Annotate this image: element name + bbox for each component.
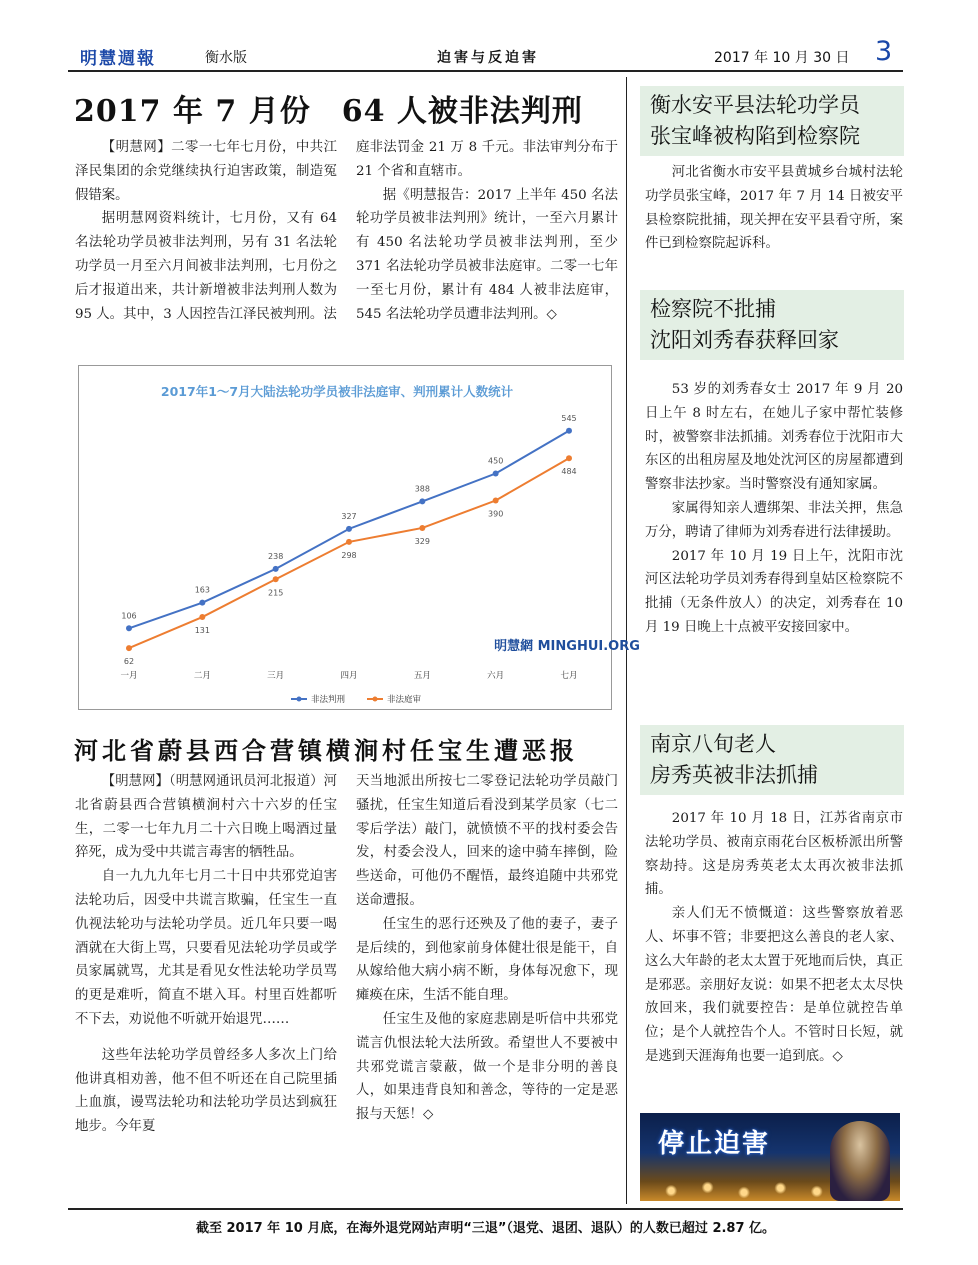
chart-frame [78, 365, 640, 710]
paragraph: 据明慧网资料统计，七月份，又有 64 名法轮功学员被非法判刑，另有 31 名法轮功学员一月至六月间被非法判刑，七月份之后才报道出来，共计新增被非法判刑人数为 95 人。其中，3 人因控告江泽民被判刑。法 [75, 211, 337, 322]
edition: 衡水版 [205, 50, 247, 66]
sidebar-article3-title [640, 725, 904, 795]
article1-col1 [75, 136, 337, 326]
article1-title: 2017 年 7 月份 64 人被非法判刑 [74, 94, 583, 129]
watermark [494, 638, 640, 654]
paragraph: 自一九九九年七月二十日中共邪党迫害法轮功后，因受中共谎言欺骗，任宝生一直仇视法轮功与法轮功学员。近几年只要一喝酒就在大街上骂，只要看见法轮功学员或学员家属就骂，尤其是看见女性法轮功学员骂的更是难听，简直不堪入耳。村里百姓都听不下去，劝说他不听就开始退咒…… [75, 869, 337, 1027]
watermark-text: 明慧網 MINGHUI.ORG [494, 639, 640, 654]
x-tick-label: 三月 [267, 671, 285, 681]
x-tick-label: 七月 [560, 671, 578, 681]
ad-text: 停止迫害 [658, 1129, 771, 1159]
title-line: 检察院不批捕 [650, 297, 776, 321]
sidebar-article2-title [640, 290, 904, 360]
data-label: 545 [561, 413, 577, 423]
data-point [126, 625, 132, 631]
data-point [346, 539, 352, 545]
data-point [199, 600, 205, 606]
data-label: 327 [341, 511, 357, 521]
legend-marker [297, 697, 302, 702]
sidebar-article1-body [645, 161, 903, 256]
paragraph: 家属得知亲人遭绑架、非法关押，焦急万分，聘请了律师为刘秀春进行法律援助。 [645, 500, 903, 540]
chart-title: 2017年1～7月大陆法轮功学员被非法庭审、判刑累计人数统计 [160, 384, 514, 399]
issue-date: 2017 年 10 月 30 日 [714, 50, 850, 66]
legend-marker [373, 697, 378, 702]
title-line: 沈阳刘秀春获释回家 [650, 328, 839, 352]
article2-title: 河北省蔚县西合营镇横涧村任宝生遭恶报 [74, 736, 578, 765]
legend-label: 非法判刑 [311, 695, 346, 705]
data-point [273, 576, 279, 582]
section-title: 迫害与反迫害 [437, 50, 539, 66]
sidebar-article3-body [645, 807, 903, 1069]
data-label: 163 [194, 585, 210, 595]
data-point [493, 471, 499, 477]
x-tick-label: 四月 [340, 671, 358, 681]
x-tick-label: 六月 [487, 671, 505, 681]
header-rule [68, 70, 903, 72]
page-number: 3 [875, 36, 893, 67]
paragraph: 任宝生及他的家庭悲剧是听信中共邪党谎言仇恨法轮大法所致。希望世人不要被中共邪党谎言蒙蔽，做一个是非分明的善良人，如果违背良知和善念，等待的一定是恶报与天惩！◇ [356, 1011, 618, 1123]
title-line: 张宝峰被构陷到检察院 [650, 124, 860, 148]
data-point [346, 526, 352, 532]
data-point [566, 428, 572, 434]
stop-persecution-banner [640, 1113, 900, 1201]
title-line: 房秀英被非法抓捕 [650, 763, 818, 787]
x-tick-label: 一月 [120, 671, 138, 681]
data-point [126, 645, 132, 651]
paragraph: 亲人们无不愤慨道：这些警察放着恶人、坏事不管；非要把这么善良的老人家、这么大年龄的老太太置于死地而后快，真正是邪恶。亲朋好友说：如果不把老太太尽快放回来，我们就要控告：是单位就控告单位；是个人就控告个人。不管时日长短，就是逃到天涯海角也要一追到底。◇ [645, 906, 903, 1064]
data-label: 388 [414, 484, 430, 494]
sidebar-article2-body [645, 378, 903, 640]
paragraph: 53 岁的刘秀春女士 2017 年 9 月 20 日上午 8 时左右，在她儿子家中帮忙装修时，被警察非法抓捕。刘秀春位于沈阳市大东区的出租房屋及地处沈河区的房屋都遭到警察非法抄家。当时警察没有通知家属。 [645, 382, 903, 493]
paper-name: 明慧週報 [80, 49, 156, 69]
paragraph: 任宝生的恶行还殃及了他的妻子，妻子是后续的，到他家前身体健壮很是能干，自从嫁给他大病小病不断，身体每况愈下，现瘫痪在床，生活不能自理。 [356, 916, 618, 1004]
x-tick-label: 五月 [413, 671, 431, 681]
paragraph: 这些年法轮功学员曾经多人多次上门给他讲真相劝善，他不但不听还在自己院里插上血旗，谩骂法轮功和法轮功学员达到疯狂地步。今年夏 [75, 1047, 337, 1135]
paragraph: 【明慧网】二零一七年七月份，中共江泽民集团的余党继续执行迫害政策，制造冤假错案。 [75, 140, 337, 203]
portrait-silhouette [830, 1121, 890, 1201]
data-label: 450 [488, 456, 504, 466]
sidebar-article1-title [640, 86, 904, 156]
data-label: 238 [268, 551, 284, 561]
footer-text: 截至 2017 年 10 月底，在海外退党网站声明“三退”（退党、退团、退队）的人数已超过 2.87 亿。 [195, 1221, 776, 1236]
data-label: 62 [123, 657, 135, 667]
title-line: 南京八旬老人 [650, 732, 776, 756]
line-chart [79, 366, 640, 709]
data-point [273, 566, 279, 572]
data-label: 106 [121, 611, 137, 621]
data-point [419, 525, 425, 531]
data-point [419, 498, 425, 504]
legend-label: 非法庭审 [387, 695, 422, 705]
data-label: 131 [194, 626, 210, 636]
paragraph: 据《明慧报告：2017 上半年 450 名法轮功学员被非法判刑》统计，一至六月累计有 450 名法轮功学员被非法判刑，至少 371 名法轮功学员被非法庭审。二零一七年一至七月份，累计有 484 人被非法庭审，545 名法轮功学员遭非法判刑。◇ [356, 187, 618, 322]
x-tick-label: 二月 [193, 671, 211, 681]
paragraph: 河北省衡水市安平县黄城乡台城村法轮功学员张宝峰，2017 年 7 月 14 日被安平县检察院批捕，现关押在安平县看守所，案件已到检察院起诉科。 [645, 165, 903, 252]
paragraph: 2017 年 10 月 19 日上午，沈阳市沈河区法轮功学员刘秀春得到皇姑区检察院不批捕（无条件放人）的决定，刘秀春在 10 月 19 日晚上十点被平安接回家中。 [645, 548, 903, 635]
paragraph: 【明慧网】（明慧网通讯员河北报道）河北省蔚县西合营镇横涧村六十六岁的任宝生，二零一七年九月二十六日晚上喝酒过量猝死，成为受中共谎言毒害的牺牲品。 [75, 774, 337, 861]
data-label: 484 [561, 467, 577, 477]
data-point [199, 614, 205, 620]
title-line: 衡水安平县法轮功学员 [650, 93, 860, 117]
data-point [566, 455, 572, 461]
article2-col2 [356, 770, 618, 1127]
data-point [493, 498, 499, 504]
data-label: 215 [268, 588, 284, 598]
data-label: 329 [414, 536, 430, 546]
data-label: 390 [488, 509, 504, 519]
paragraph: 2017 年 10 月 18 日，江苏省南京市法轮功学员、被南京雨花台区板桥派出所警察劫持。这是房秀英老太太再次被非法抓捕。 [645, 811, 903, 898]
article2-col1 [75, 770, 337, 1139]
data-label: 298 [341, 550, 357, 560]
footer-rule [68, 1208, 903, 1210]
article1-col2 [356, 136, 618, 326]
paragraph: 庭非法罚金 21 万 8 千元。非法审判分布于 21 个省和直辖市。 [356, 140, 618, 179]
paragraph: 天当地派出所按七二零登记法轮功学员敲门骚扰，任宝生知道后看没到某学员家（七二零后学法）敲门，就愤愤不平的找村委会告发，村委会没人，回来的途中骑车摔倒，险些送命，可他仍不醒悟，最终追随中共邪党送命遭报。 [356, 774, 618, 908]
